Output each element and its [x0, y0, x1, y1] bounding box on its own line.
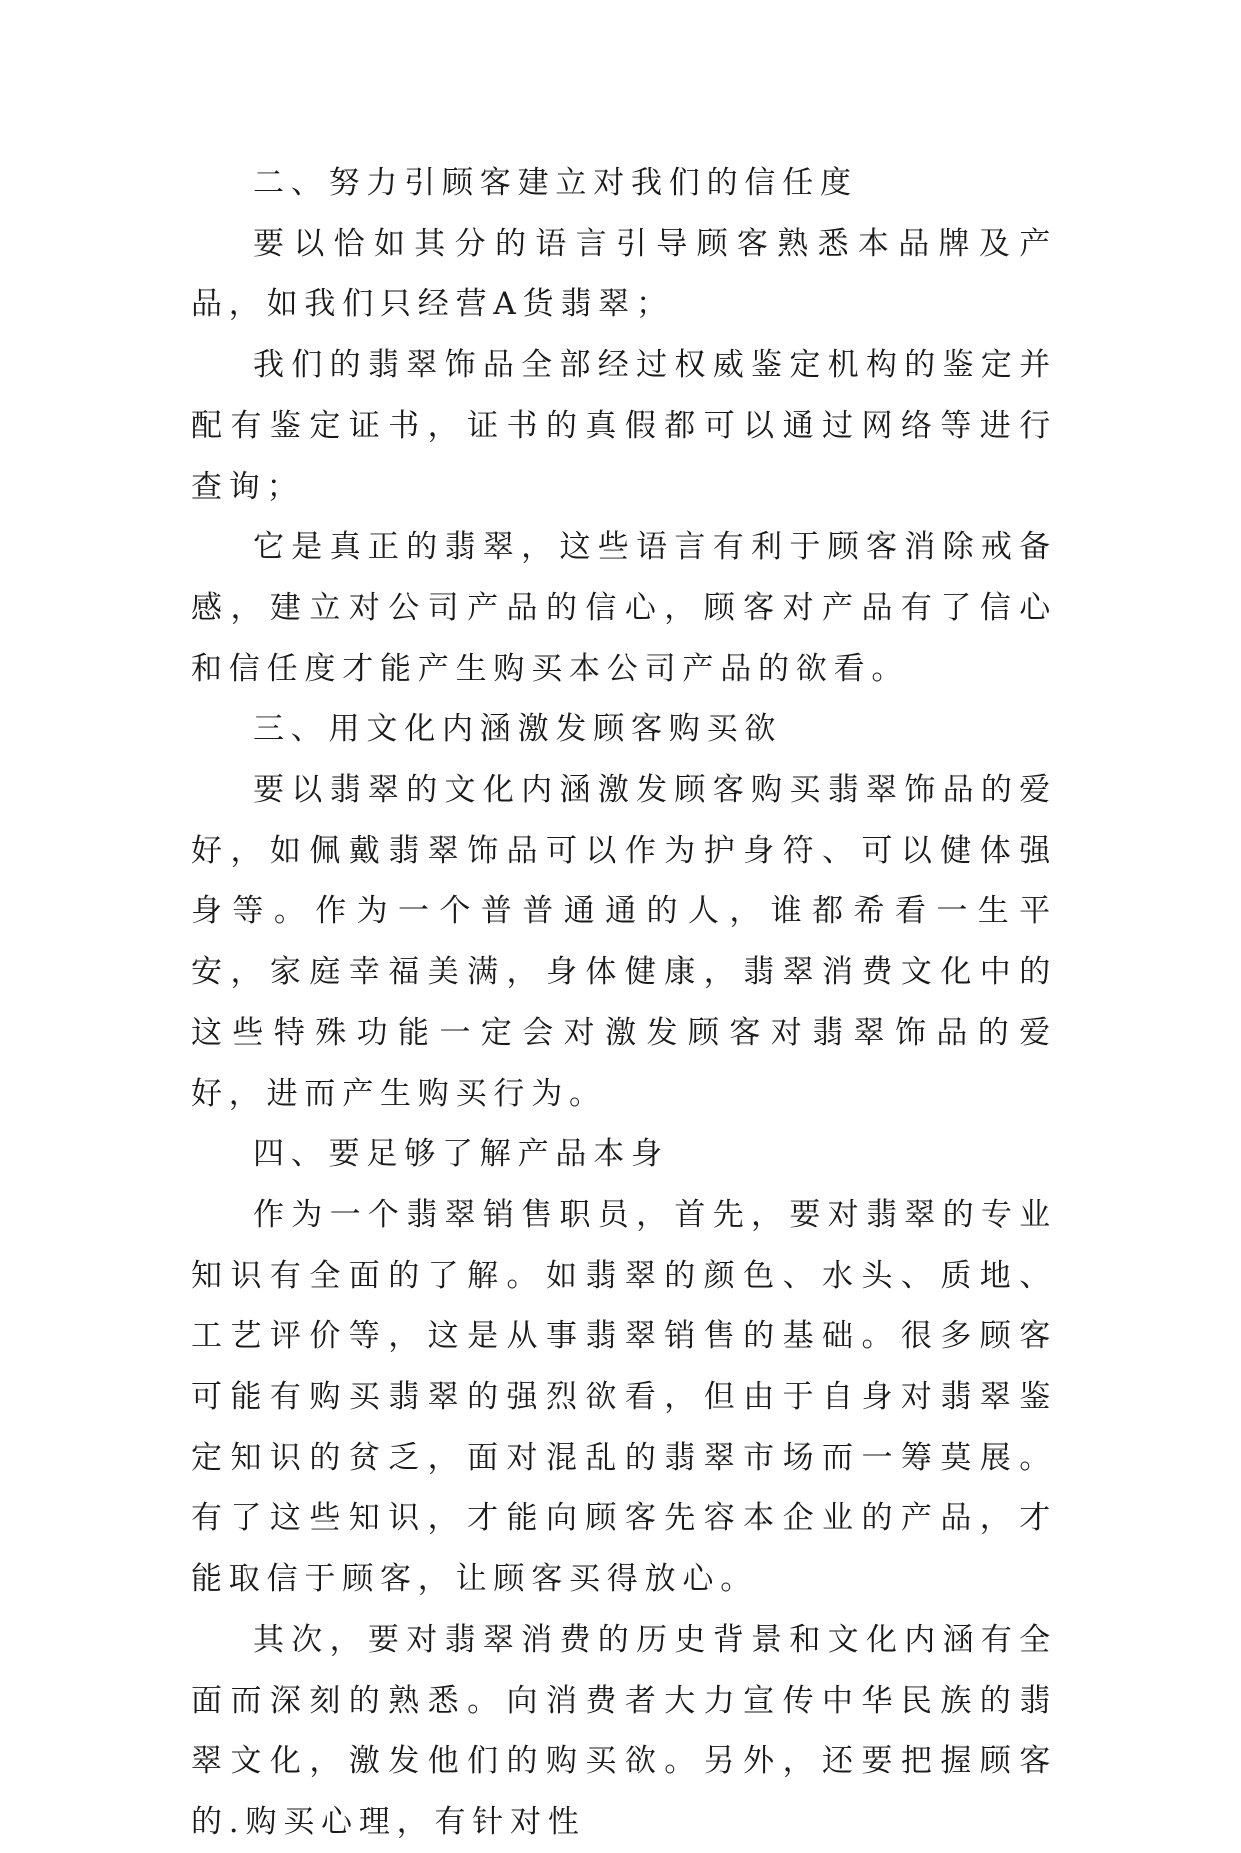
- section-heading-culture: 三、用文化内涵激发顾客购买欲: [253, 711, 783, 748]
- paragraph-certification: 我们的翡翠饰品全部经过权威鉴定机构的鉴定并配有鉴定证书，证书的真假都可以通过网络等进行查询；: [191, 347, 1057, 505]
- paragraph-brand-intro: 要以恰如其分的语言引导顾客熟悉本品牌及产品，如我们只经营A货翡翠；: [191, 225, 1057, 323]
- paragraph-history-background: 其次，要对翡翠消费的历史背景和文化内涵有全面而深刻的熟悉。向消费者大力宣传中华民族的翡翠文化，激发他们的购买欲。另外，还要把握顾客的.购买心理，有针对性: [191, 1621, 1057, 1840]
- paragraph-confidence: 它是真正的翡翠，这些语言有利于顾客消除戒备感，建立对公司产品的信心，顾客对产品有了信心和信任度才能产生购买本公司产品的欲看。: [191, 529, 1057, 687]
- section-heading-product-knowledge: 四、要足够了解产品本身: [253, 1136, 669, 1173]
- document-body: [191, 153, 1057, 1853]
- section-heading-trust: 二、努力引顾客建立对我们的信任度: [253, 165, 858, 201]
- paragraph-culture: 要以翡翠的文化内涵激发顾客购买翡翠饰品的爱好，如佩戴翡翠饰品可以作为护身符、可以健体强身等。作为一个普普通通的人，谁都希看一生平安，家庭幸福美满，身体健康，翡翠消费文化中的这些特殊功能一定会对激发顾客对翡翠饰品的爱好，进而产生购买行为。: [191, 772, 1057, 1112]
- paragraph-product-knowledge: 作为一个翡翠销售职员，首先，要对翡翠的专业知识有全面的了解。如翡翠的颜色、水头、质地、工艺评价等，这是从事翡翠销售的基础。很多顾客可能有购买翡翠的强烈欲看，但由于自身对翡翠鉴定知识的贫乏，面对混乱的翡翠市场而一筹莫展。有了这些知识，才能向顾客先容本企业的产品，才能取信于顾客，让顾客买得放心。: [191, 1196, 1057, 1598]
